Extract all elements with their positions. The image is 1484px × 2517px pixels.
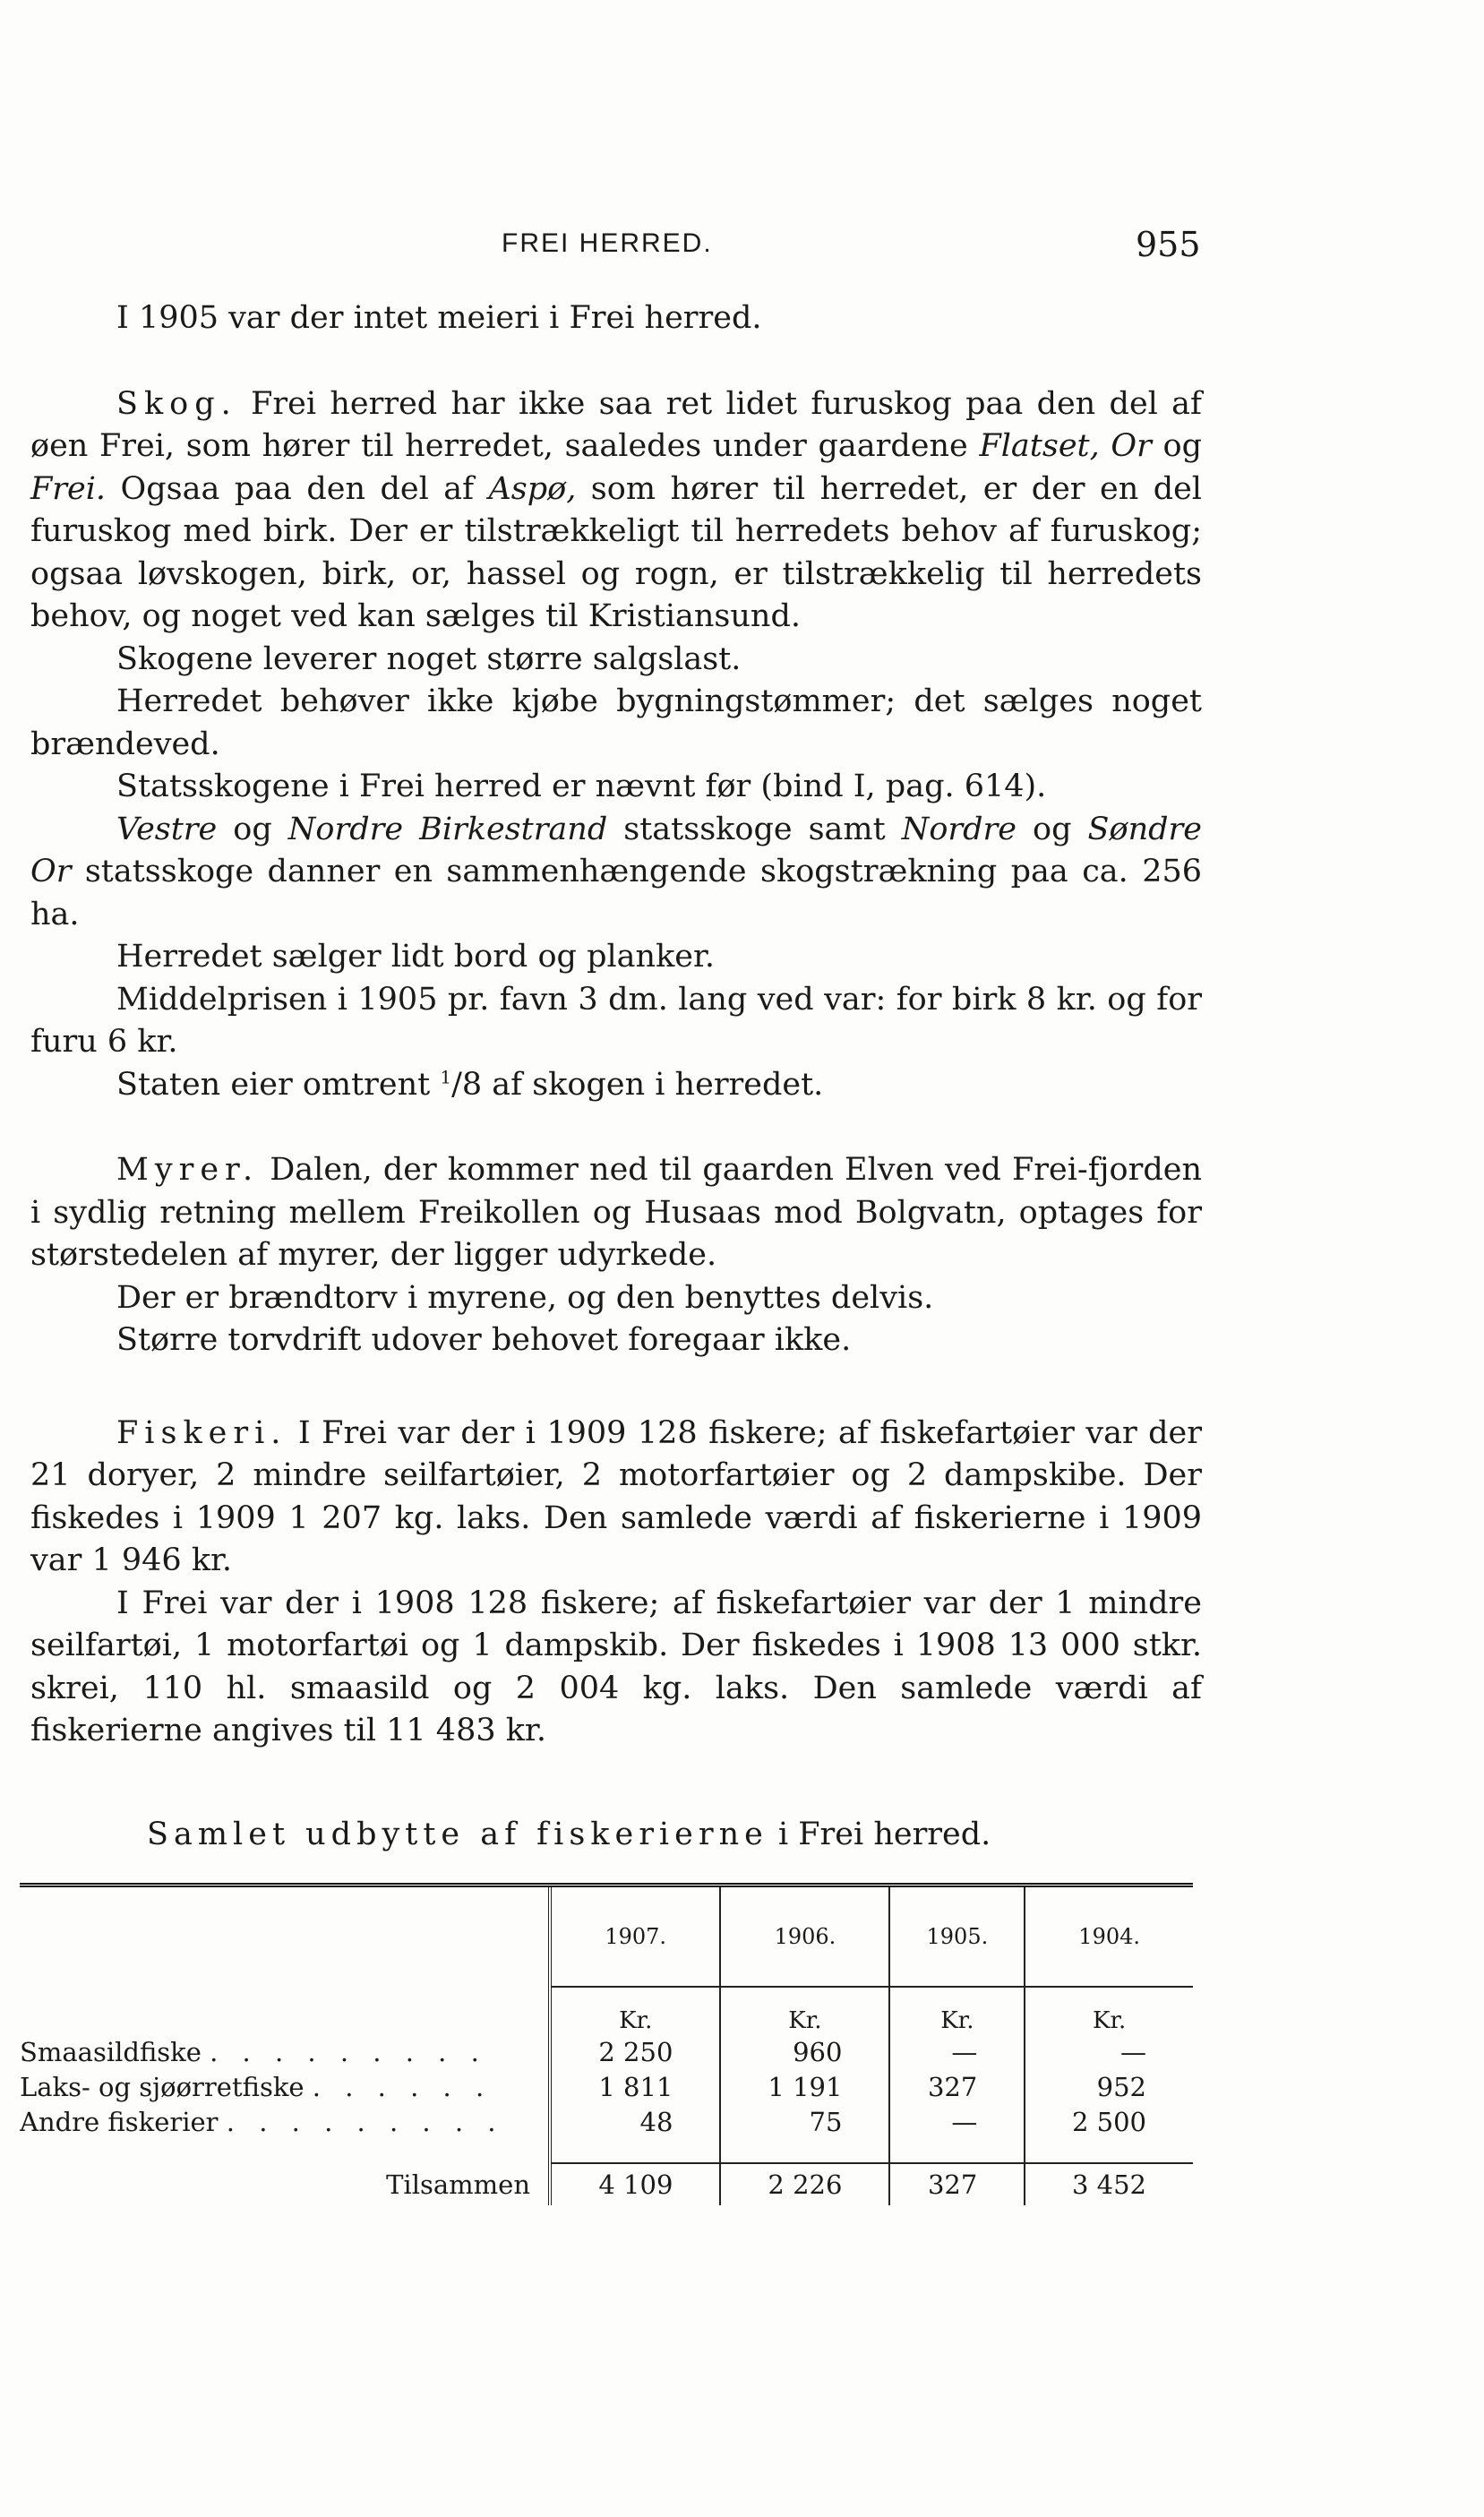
section-heading-skog: Skog. xyxy=(116,385,237,422)
table-cell: 960 xyxy=(720,2034,889,2069)
paragraph-statsskoge: Vestre og Nordre Birkestrand statsskoge samt Nordre og Søndre Or statsskoge danner en sammenhængende skogstrækning paa ca. 256 ha. xyxy=(30,811,1202,932)
table-cell: 48 xyxy=(550,2104,720,2139)
paragraph-fiskeri-1908: I Frei var der i 1908 128 fiskere; af fiskefartøier var der 1 mindre seilfartøi, 1 motorfartøi og 1 dampskib. Der fiskedes i 1908 13 000 stkr. skrei, 110 hl. smaasild og 2 004 kg. laks. Den samlede værdi af fiskerierne angives til 11 483 kr. xyxy=(30,1585,1202,1748)
page-number: 955 xyxy=(1136,225,1201,264)
paragraph-bygningstommer: Herredet behøver ikke kjøbe bygningstømmer; det sælges noget brændeved. xyxy=(30,683,1202,762)
table-title: Samlet udbytte af fiskerierne i Frei herred. xyxy=(147,1817,991,1852)
row-label: Smaasildfiske . . . . . . . . . xyxy=(20,2036,487,2067)
page-header xyxy=(0,225,1484,264)
paragraph-skog: Skog. Frei herred har ikke saa ret lidet furuskog paa den del af øen Frei, som hører til herredet, saaledes under gaardene Flatset, Or og Frei. Ogsaa paa den del af Aspø, som hører til herredet, er der en del furuskog med birk. Der er tilstrækkeligt til herredets behov af furuskog; ogsaa løvskogen, birk, or, hassel og rogn, er tilstrækkelig til herredets behov, og noget ved kan sælges til Kristiansund. xyxy=(30,385,1203,634)
paragraph-fiskeri-1909: Fiskeri. I Frei var der i 1909 128 fiskere; af fiskefartøier var der 21 doryer, 2 mindre seilfartøier, 2 motorfartøier og 2 dampskibe. Der fiskedes i 1909 1 207 kg. laks. Den samlede værdi af fiskerierne i 1909 var 1 946 kr. xyxy=(30,1414,1202,1578)
paragraph-salgslast: Skogene leverer noget større salgslast. xyxy=(116,640,742,677)
table-row xyxy=(20,2069,1193,2104)
table-cell: 1 191 xyxy=(720,2069,889,2104)
unit-label: Kr. xyxy=(550,1987,720,2034)
place-frei: Frei. xyxy=(30,470,107,507)
table-total-row xyxy=(20,2163,1193,2205)
paragraph-meieri: I 1905 var der intet meieri i Frei herred. xyxy=(116,300,762,336)
table-row xyxy=(20,2034,1193,2069)
paragraph-staten: Staten eier omtrent $^1$/8 af skogen i herredet. xyxy=(116,1065,824,1103)
column-header-year: 1906. xyxy=(720,1886,889,1988)
table-cell: — xyxy=(889,2104,1025,2139)
total-label: Tilsammen xyxy=(386,2169,530,2200)
section-heading-myrer: Myrer. xyxy=(116,1152,260,1188)
paragraph-myrer: Myrer. Dalen, der kommer ned til gaarden Elven ved Frei-fjorden i sydlig retning mellem Freikollen og Husaas mod Bolgvatn, optages for størstedelen af myrer, der ligger udyrkede. xyxy=(30,1152,1202,1273)
paragraph-torvdrift: Større torvdrift udover behovet foregaar ikke. xyxy=(116,1322,852,1358)
table-cell: 952 xyxy=(1025,2069,1193,2104)
paragraph-planker: Herredet sælger lidt bord og planker. xyxy=(116,939,716,975)
table-year-header xyxy=(20,1886,1193,1988)
section-heading-fiskeri: Fiskeri. xyxy=(116,1414,287,1451)
fisheries-table xyxy=(20,1883,1193,2205)
table-cell: 75 xyxy=(720,2104,889,2139)
place-flatset: Flatset, xyxy=(979,428,1100,464)
unit-label: Kr. xyxy=(720,1987,889,2034)
total-cell: 2 226 xyxy=(720,2163,889,2205)
running-title: FREI HERRED. xyxy=(502,228,713,258)
column-header-year: 1907. xyxy=(550,1886,720,1988)
column-header-year: 1904. xyxy=(1025,1886,1193,1988)
table-row xyxy=(20,2104,1193,2139)
place-aspo: Aspø, xyxy=(488,470,577,507)
total-cell: 4 109 xyxy=(550,2163,720,2205)
row-label: Laks- og sjøørretfiske . . . . . . xyxy=(20,2071,493,2102)
table-cell: 327 xyxy=(889,2069,1025,2104)
table-cell: 2 250 xyxy=(550,2034,720,2069)
total-cell: 3 452 xyxy=(1025,2163,1193,2205)
table-cell: 1 811 xyxy=(550,2069,720,2104)
column-header-year: 1905. xyxy=(889,1886,1025,1988)
table-cell: 2 500 xyxy=(1025,2104,1193,2139)
total-cell: 327 xyxy=(889,2163,1025,2205)
paragraph-statsskogene: Statsskogene i Frei herred er nævnt før (bind I, pag. 614). xyxy=(116,769,1047,804)
paragraph-middelprisen: Middelprisen i 1905 pr. favn 3 dm. lang ved var: for birk 8 kr. og for furu 6 kr. xyxy=(30,981,1202,1060)
table-unit-row xyxy=(20,1987,1193,2034)
unit-label: Kr. xyxy=(889,1987,1025,2034)
body-text xyxy=(30,297,1202,1753)
table-cell: — xyxy=(1025,2034,1193,2069)
paragraph-braendtorv: Der er brændtorv i myrene, og den benyttes delvis. xyxy=(116,1279,934,1316)
table-cell: — xyxy=(889,2034,1025,2069)
unit-label: Kr. xyxy=(1025,1987,1193,2034)
row-label: Andre fiskerier . . . . . . . . . xyxy=(20,2106,504,2137)
place-or: Or xyxy=(1111,428,1152,464)
